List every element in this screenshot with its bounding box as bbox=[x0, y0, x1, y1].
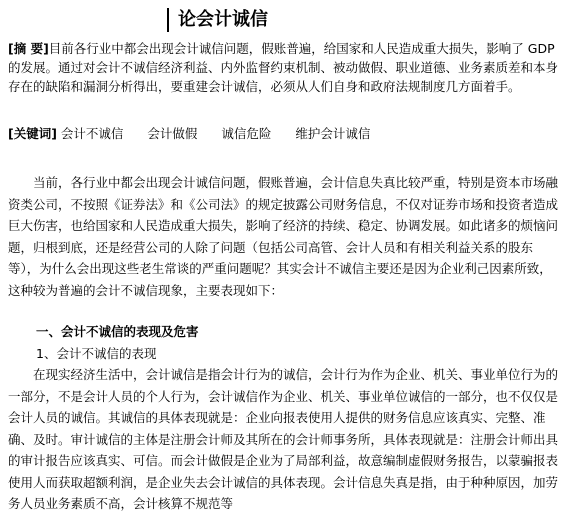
section-heading: 一、会计不诚信的表现及危害 bbox=[36, 324, 199, 339]
title-row bbox=[0, 6, 566, 34]
body-paragraph-2: 在现实经济生活中，会计诚信是指会计行为的诚信，会计行为作为企业、机关、事业单位行为的一部分，不是会计人员的个人行为，会计诚信作为企业、机关、事业单位诚信的一部分，也不仅仅是会计人员的诚信。其诚信的具体表现就是：企业向报表使用人提供的财务信息应该真实、完整、准确、及时。审计诚信的主体是注册会计师及其所在的会计师事务所，具体表现就是：注册会计师出具的审计报告应该真实、可信。而会计做假是企业为了局部利益，故意编制虚假财务报告，以蒙骗报表使用人而获取超额利润，是企业失去会计诚信的具体表现。会计信息失真是指，由于种种原因，加劳务人员业务素质不高，会计核算不规范等 bbox=[8, 367, 559, 511]
subsection-heading: 1、会计不诚信的表现 bbox=[36, 346, 157, 361]
keywords bbox=[8, 124, 562, 143]
abstract bbox=[8, 39, 562, 96]
keyword-item: 维护会计诚信 bbox=[295, 126, 371, 141]
keyword-item: 会计做假 bbox=[147, 126, 198, 141]
title-bar bbox=[167, 8, 169, 32]
keyword-item: 会计不诚信 bbox=[60, 126, 124, 141]
keyword-item: 诚信危险 bbox=[221, 126, 272, 141]
abstract-text: 目前各行业中都会出现会计诚信问题，假账普遍，给国家和人民造成重大损失，影响了 GDP 的发展。通过对会计不诚信经济利益、内外监督约束机制、被动做假、职业道德、业务素质差和本身存在的缺陷和漏洞分析得出，要重建会计诚信，必须从人们自身和政府法规制度几方面着手。 bbox=[8, 41, 559, 94]
body-paragraph-1: 当前，各行业中都会出现会计诚信问题，假账普遍，会计信息失真比较严重，特别是资本市场融资类公司，不按照《证券法》和《公司法》的规定披露公司财务信息，不仅对证券市场和投资者造成巨大伤害，也给国家和人民造成重大损失，影响了经济的持续、稳定、协调发展。如此诸多的烦恼问题，归根到底，还是经营公司的人除了问题（包括公司高管、会计人员和有相关利益关系的股东等），为什么会出现这些老生常谈的严重问题呢？其实会计不诚信主要还是因为企业利己因素所致，这种较为普遍的会计不诚信现象，主要表现如下： bbox=[8, 175, 559, 298]
keywords-label: [关键词] bbox=[8, 126, 57, 141]
abstract-label: [摘 要] bbox=[8, 41, 49, 56]
page-title: 论会计诚信 bbox=[178, 9, 268, 30]
